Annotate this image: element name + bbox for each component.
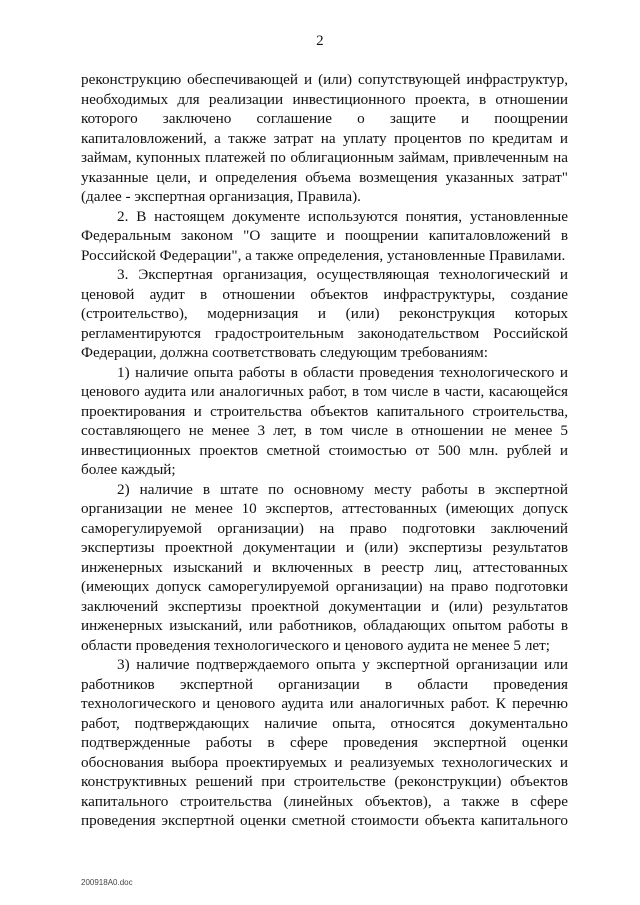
footer-filename: 200918A0.doc bbox=[81, 878, 133, 887]
paragraph-2: 2. В настоящем документе используются понятия, установленные Федеральным законом "О защите и поощрении капиталовложений в Российской Федерации", а также определения, установленные Правилами. bbox=[81, 207, 568, 264]
requirement-3: 3) наличие подтверждаемого опыта у экспертной организации или работников экспертной организации в области проведения технологического и ценового аудита или аналогичных работ. К перечню работ, подтверждающих наличие опыта, относятся документально подтвержденные работы в сфере проведения экспертной оценки обоснования выбора проектируемых и реализуемых технологических и конструктивных решений при строительстве (реконструкции) объектов капитального строительства (линейных объектов), а также в сфере проведения экспертной оценки сметной стоимости объекта капитального bbox=[81, 656, 568, 829]
document-body bbox=[81, 70, 568, 831]
requirement-1: 1) наличие опыта работы в области проведения технологического и ценового аудита или аналогичных работ, в том числе в части, касающейся проектирования и строительства объектов капитального строительства, составляющего не менее 3 лет, в том числе в отношении не менее 5 инвестиционных проектов сметной стоимостью от 500 млн. рублей и более каждый; bbox=[81, 363, 568, 478]
paragraph-continuation: реконструкцию обеспечивающей и (или) сопутствующей инфраструктур, необходимых для реализации инвестиционного проекта, в отношении которого заключено соглашение о защите и поощрении капиталовложений, а также затрат на уплату процентов по кредитам и займам, купонных платежей по облигационным займам, привлеченным на указанные цели, и определения объема возмещения указанных затрат" (далее - экспертная организация, Правила). bbox=[81, 71, 568, 205]
page-number: 2 bbox=[316, 33, 324, 49]
requirement-2: 2) наличие в штате по основному месту работы в экспертной организации не менее 10 экспертов, аттестованных (имеющих допуск саморегулируемой организации) на право подготовки заключений экспертизы проектной документации и (или) экспертизы результатов инженерных изысканий и включенных в реестр лиц, аттестованных (имеющих допуск саморегулируемой организации) на право подготовки заключений экспертизы проектной документации и (или) результатов инженерных изысканий, или работников, обладающих опытом работы в области проведения технологического и ценового аудита не менее 5 лет; bbox=[81, 480, 568, 654]
paragraph-3: 3. Экспертная организация, осуществляющая технологический и ценовой аудит в отношении объектов инфраструктуры, создание (строительство), модернизация и (или) реконструкция которых регламентируются градостроительным законодательством Российской Федерации, должна соответствовать следующим требованиям: bbox=[81, 266, 568, 361]
